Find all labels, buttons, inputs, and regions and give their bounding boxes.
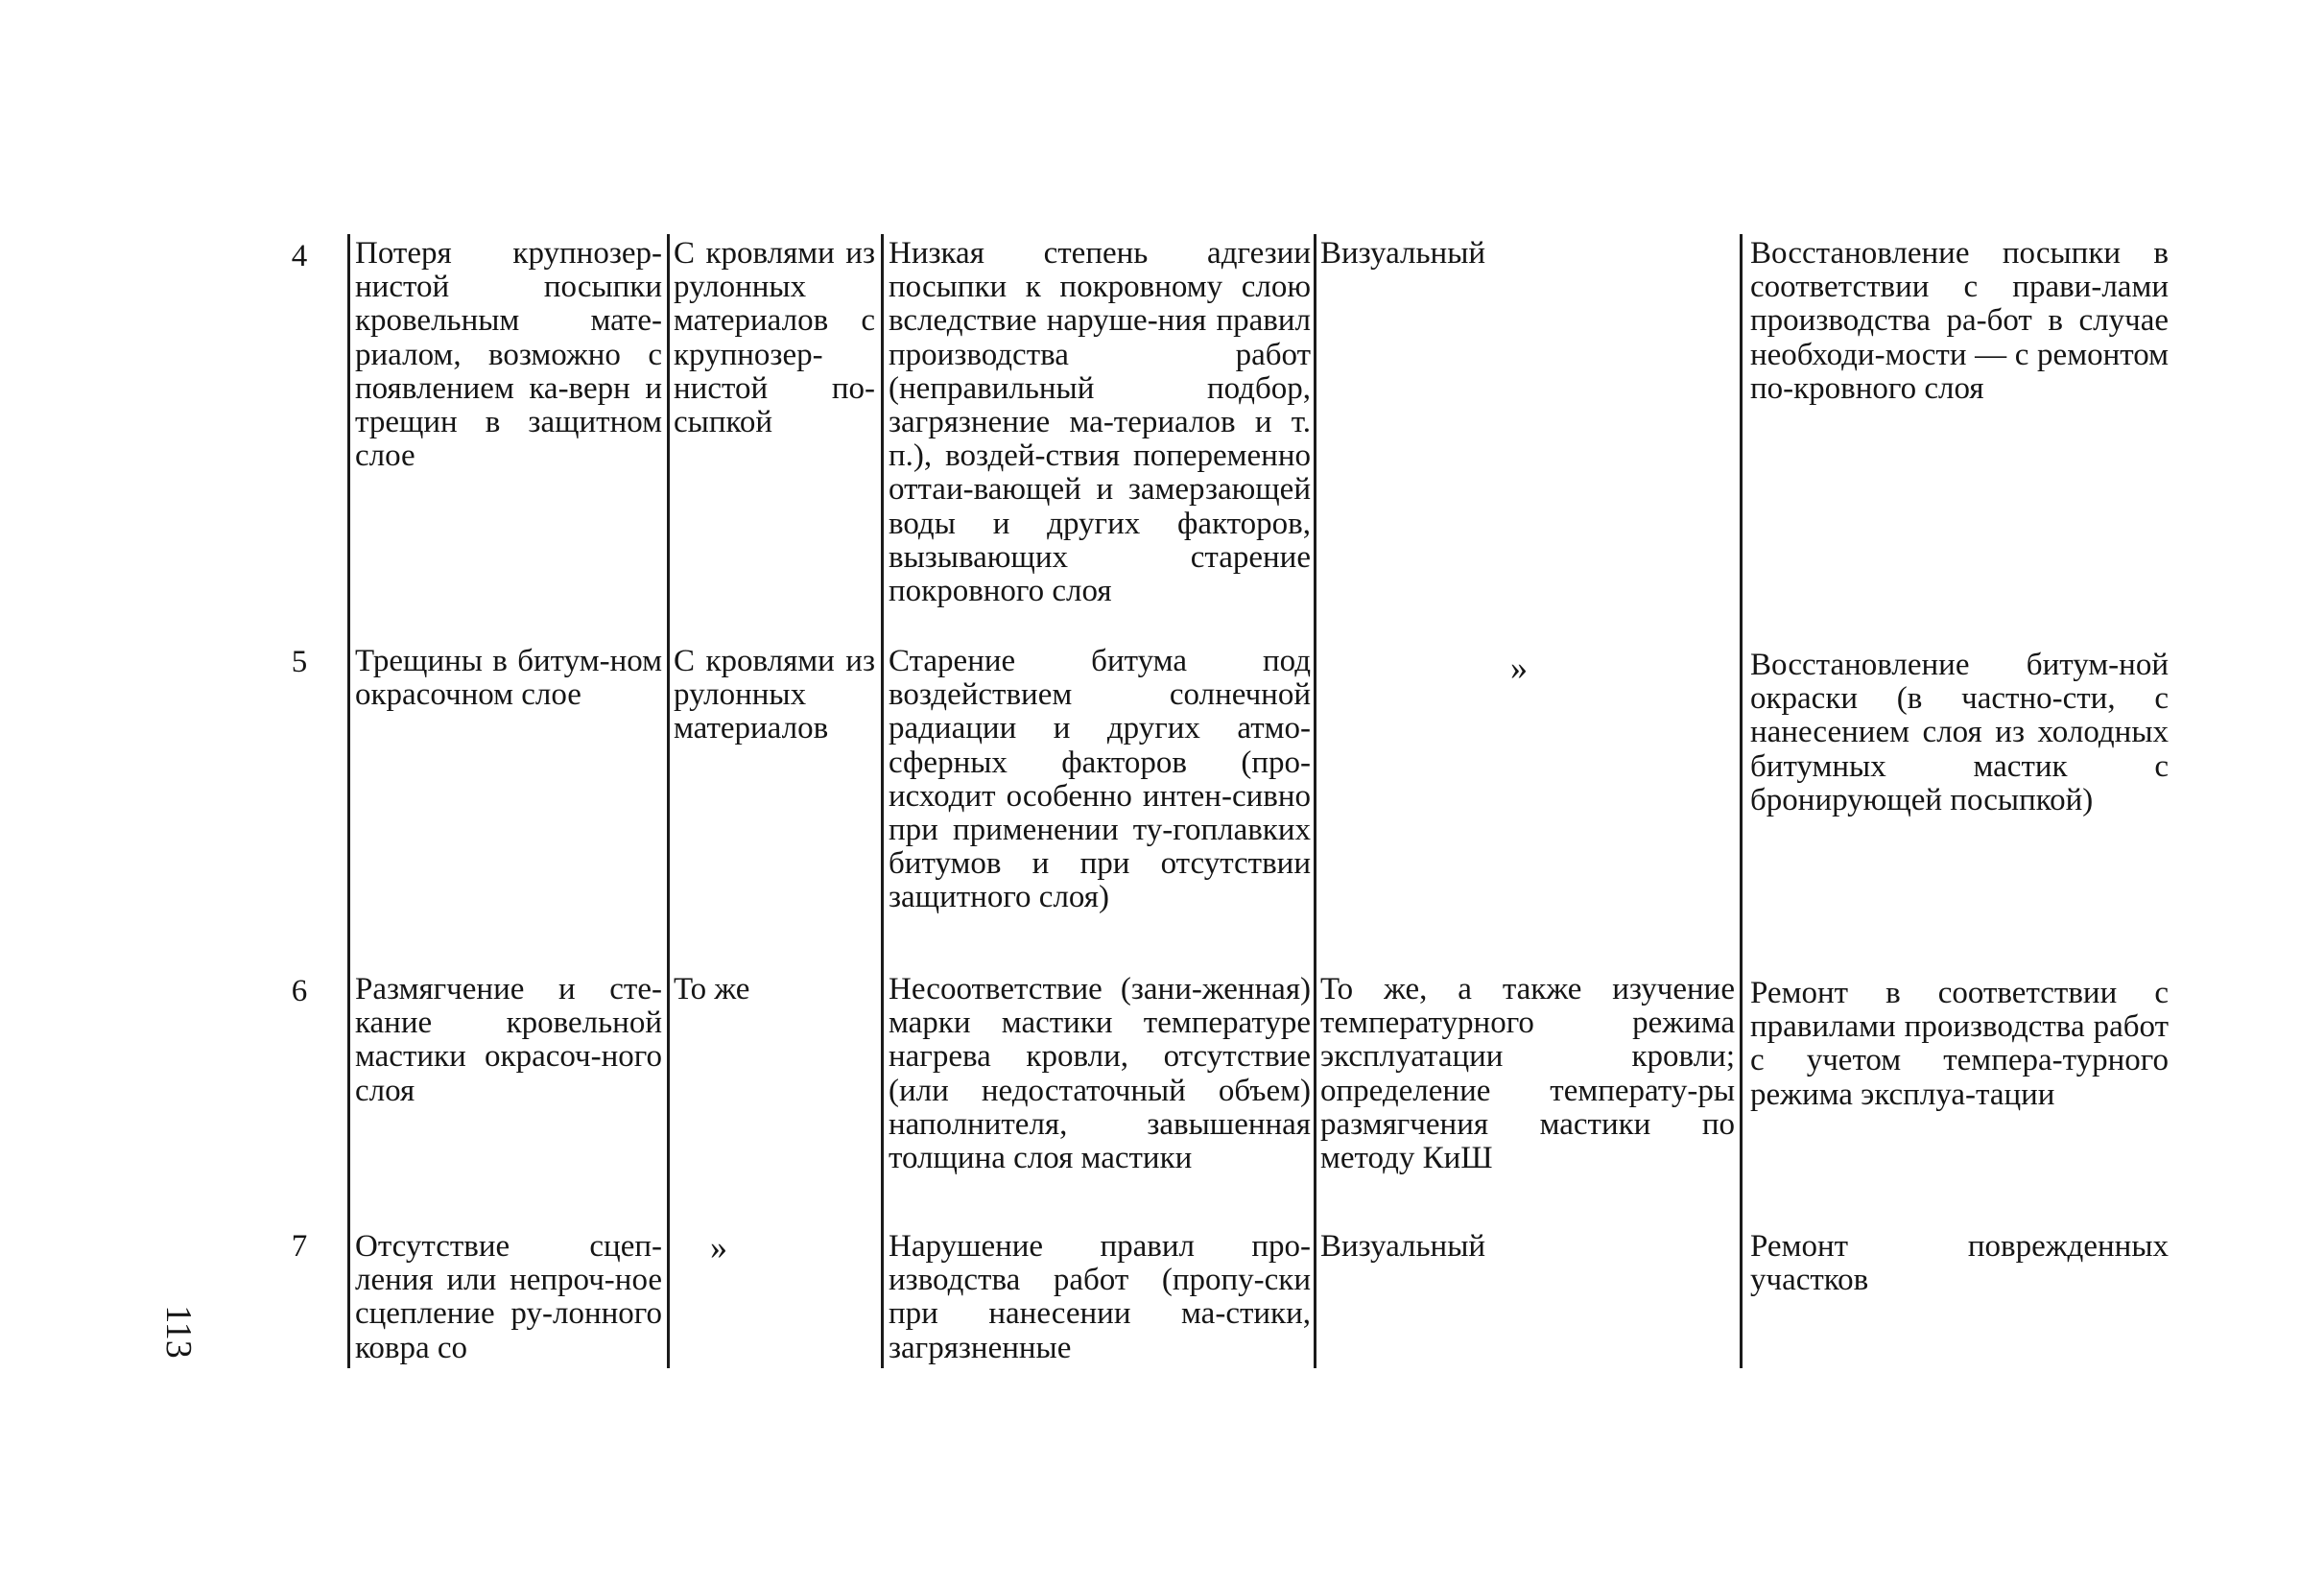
- row-number: 6: [291, 974, 308, 1008]
- cause-cell: Нарушение правил про-изводства работ (пропу-ски при нанесении ма-стики, загрязненные: [889, 1229, 1311, 1365]
- cause-cell: Низкая степень адгезии посыпки к покровному слою вследствие наруше-ния правил производства работ (неправильный подбор, загрязнение ма-териалов и т. п.), воздей-ствия попеременно оттаи-вающей и замерзающей воды и других факторов, вызывающих старение покровного слоя: [889, 236, 1311, 609]
- scope-cell: С кровлями из рулонных материалов с крупнозер-нистой по-сыпкой: [674, 236, 875, 440]
- scope-cell: »: [710, 1228, 727, 1266]
- row-number: 5: [291, 645, 308, 679]
- scope-cell: То же: [674, 972, 750, 1006]
- method-cell: Визуальный: [1320, 236, 1486, 271]
- column-rule-2: [667, 234, 670, 1368]
- cause-cell: Несоответствие (зани-женная) марки мастики температуре нагрева кровли, отсутствие (или недостаточный объем) наполнителя, завышенная толщина слоя мастики: [889, 972, 1311, 1176]
- row-number: 4: [291, 239, 308, 273]
- page-number: 113: [157, 1305, 199, 1359]
- column-rule-4: [1314, 234, 1316, 1368]
- cause-cell: Старение битума под воздействием солнечной радиации и других атмо-сферных факторов (про-исходит особенно интен-сивно при применении ту-гоплавких битумов и при отсутствии защитного слоя): [889, 644, 1311, 915]
- method-cell: »: [1510, 649, 1528, 687]
- method-cell: Визуальный: [1320, 1229, 1486, 1264]
- defect-cell: Потеря крупнозер-нистой посыпки кровельным мате-риалом, возможно с появлением ка-верн и трещин в защитном слое: [355, 236, 662, 474]
- row-number: 7: [291, 1229, 308, 1264]
- remedy-cell: Ремонт поврежденных участков: [1750, 1229, 2169, 1298]
- remedy-cell: Ремонт в соответствии с правилами производства работ с учетом темпера-турного режима эксплуа-тации: [1750, 976, 2169, 1112]
- column-rule-1: [347, 234, 350, 1368]
- scope-cell: С кровлями из рулонных материалов: [674, 644, 875, 746]
- defect-cell: Размягчение и сте-кание кровельной мастики окрасоч-ного слоя: [355, 972, 662, 1108]
- column-rule-5: [1740, 234, 1743, 1368]
- column-rule-3: [881, 234, 884, 1368]
- remedy-cell: Восстановление битум-ной окраски (в частно-сти, с нанесением слоя из холодных битумных мастик с бронирующей посыпкой): [1750, 648, 2169, 817]
- defect-cell: Отсутствие сцеп-ления или непроч-ное сцепление ру-лонного ковра со: [355, 1229, 662, 1365]
- defect-cell: Трещины в битум-ном окрасочном слое: [355, 644, 662, 713]
- method-cell: То же, а также изучение температурного режима эксплуатации кровли; определение температу-ры размягчения мастики по методу КиШ: [1320, 972, 1735, 1176]
- remedy-cell: Восстановление посыпки в соответствии с прави-лами производства ра-бот в случае необходи-мости — с ремонтом по-кровного слоя: [1750, 236, 2169, 406]
